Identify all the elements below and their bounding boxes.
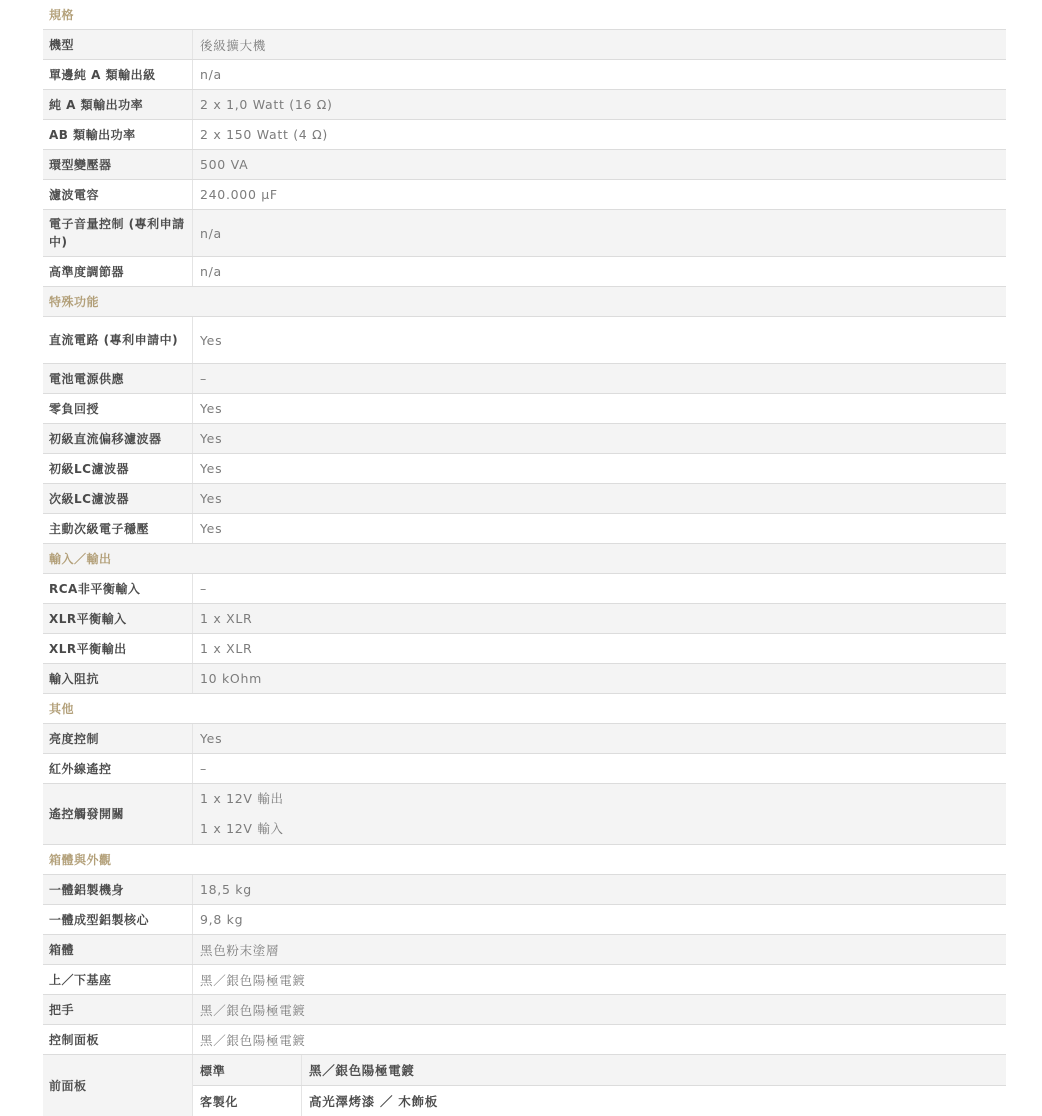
spec-value: 2 x 1,0 Watt (16 Ω) [200,97,333,112]
spec-row [43,257,1006,287]
spec-row [43,317,1006,364]
spec-row [43,180,1006,210]
spec-label: 紅外線遙控 [43,754,193,783]
spec-value: 1 x XLR [200,641,253,656]
spec-label: 把手 [43,995,193,1024]
spec-row [43,90,1006,120]
option-value: 高光澤烤漆 ／ 木飾板 [309,1094,438,1109]
section-header-features [43,287,1006,317]
spec-row [43,754,1006,784]
spec-value: 18,5 kg [200,882,252,897]
spec-value: – [200,581,207,596]
spec-value: 10 kOhm [200,671,262,686]
spec-value: Yes [200,332,223,348]
spec-table [43,0,1006,1116]
spec-row [43,905,1006,935]
spec-row [43,664,1006,694]
spec-label: 單邊純 A 類輸出級 [43,60,193,89]
spec-label: 直流電路 (專利申請中) [43,317,193,363]
spec-row [43,935,1006,965]
spec-row [43,514,1006,544]
spec-label: 初級LC濾波器 [43,454,193,483]
spec-label: 遙控觸發開關 [43,784,193,844]
spec-row [43,484,1006,514]
section-title: 箱體與外觀 [49,852,112,867]
spec-row [43,30,1006,60]
spec-row [43,454,1006,484]
spec-row [43,120,1006,150]
spec-row [43,995,1006,1025]
spec-value: Yes [200,431,223,446]
spec-label: 前面板 [43,1055,193,1116]
spec-label: 輸入阻抗 [43,664,193,693]
spec-label: 高準度調節器 [43,257,193,286]
spec-row [43,150,1006,180]
spec-value: 2 x 150 Watt (4 Ω) [200,127,328,142]
trigger-input: 1 x 12V 輸入 [200,821,284,836]
section-title: 輸入／輸出 [49,551,112,566]
spec-value: n/a [200,225,222,241]
spec-label: 機型 [43,30,193,59]
spec-value: n/a [200,264,222,279]
spec-value: – [200,761,207,776]
spec-label: 控制面板 [43,1025,193,1054]
spec-label: 電池電源供應 [43,364,193,393]
spec-value: 黑／銀色陽極電鍍 [200,1002,306,1018]
spec-label: AB 類輸出功率 [43,120,193,149]
spec-value: 黑／銀色陽極電鍍 [200,972,306,988]
spec-row [43,424,1006,454]
spec-label: 箱體 [43,935,193,964]
spec-value: 後級擴大機 [200,37,267,53]
spec-value: 黑色粉末塗層 [200,942,280,958]
spec-value: 9,8 kg [200,912,244,927]
spec-value: Yes [200,401,223,416]
spec-row [43,60,1006,90]
spec-value: – [200,371,207,386]
section-header-other [43,694,1006,724]
option-label: 標準 [193,1055,302,1085]
spec-value [193,784,1006,844]
spec-row [43,965,1006,995]
section-header-spec [43,0,1006,30]
spec-row [43,1025,1006,1055]
option-value: 黑／銀色陽極電鍍 [309,1063,415,1078]
option-label: 客製化 [193,1086,302,1116]
spec-label: XLR平衡輸出 [43,634,193,663]
spec-row [43,574,1006,604]
section-header-chassis [43,845,1006,875]
spec-value: 240.000 µF [200,187,278,202]
spec-row [43,724,1006,754]
spec-row [43,394,1006,424]
spec-label: 零負回授 [43,394,193,423]
front-panel-standard [193,1055,1006,1086]
spec-row [43,364,1006,394]
spec-row-front-panel [43,1055,1006,1116]
spec-row [43,875,1006,905]
spec-label: 亮度控制 [43,724,193,753]
section-title: 特殊功能 [49,294,100,309]
section-title: 規格 [49,7,75,22]
spec-value: n/a [200,67,222,82]
spec-label: RCA非平衡輸入 [43,574,193,603]
spec-row-trigger [43,784,1006,845]
spec-label: 純 A 類輸出功率 [43,90,193,119]
spec-label: 主動次級電子穩壓 [43,514,193,543]
spec-label: 一體成型鋁製核心 [43,905,193,934]
trigger-output: 1 x 12V 輸出 [200,791,284,806]
spec-row [43,604,1006,634]
spec-value: 黑／銀色陽極電鍍 [200,1032,306,1048]
spec-label: 電子音量控制 (專利申請中) [43,210,193,256]
spec-value: Yes [200,521,223,536]
spec-value: 500 VA [200,157,249,172]
spec-label: 上／下基座 [43,965,193,994]
spec-row [43,210,1006,257]
spec-value: Yes [200,461,223,476]
spec-label: XLR平衡輸入 [43,604,193,633]
spec-value: Yes [200,731,223,746]
spec-label: 環型變壓器 [43,150,193,179]
spec-value: 1 x XLR [200,611,253,626]
spec-row [43,634,1006,664]
section-header-io [43,544,1006,574]
spec-label: 濾波電容 [43,180,193,209]
spec-value: Yes [200,491,223,506]
front-panel-options [193,1055,1006,1116]
spec-label: 初級直流偏移濾波器 [43,424,193,453]
spec-label: 一體鋁製機身 [43,875,193,904]
spec-label: 次級LC濾波器 [43,484,193,513]
section-title: 其他 [49,701,75,716]
